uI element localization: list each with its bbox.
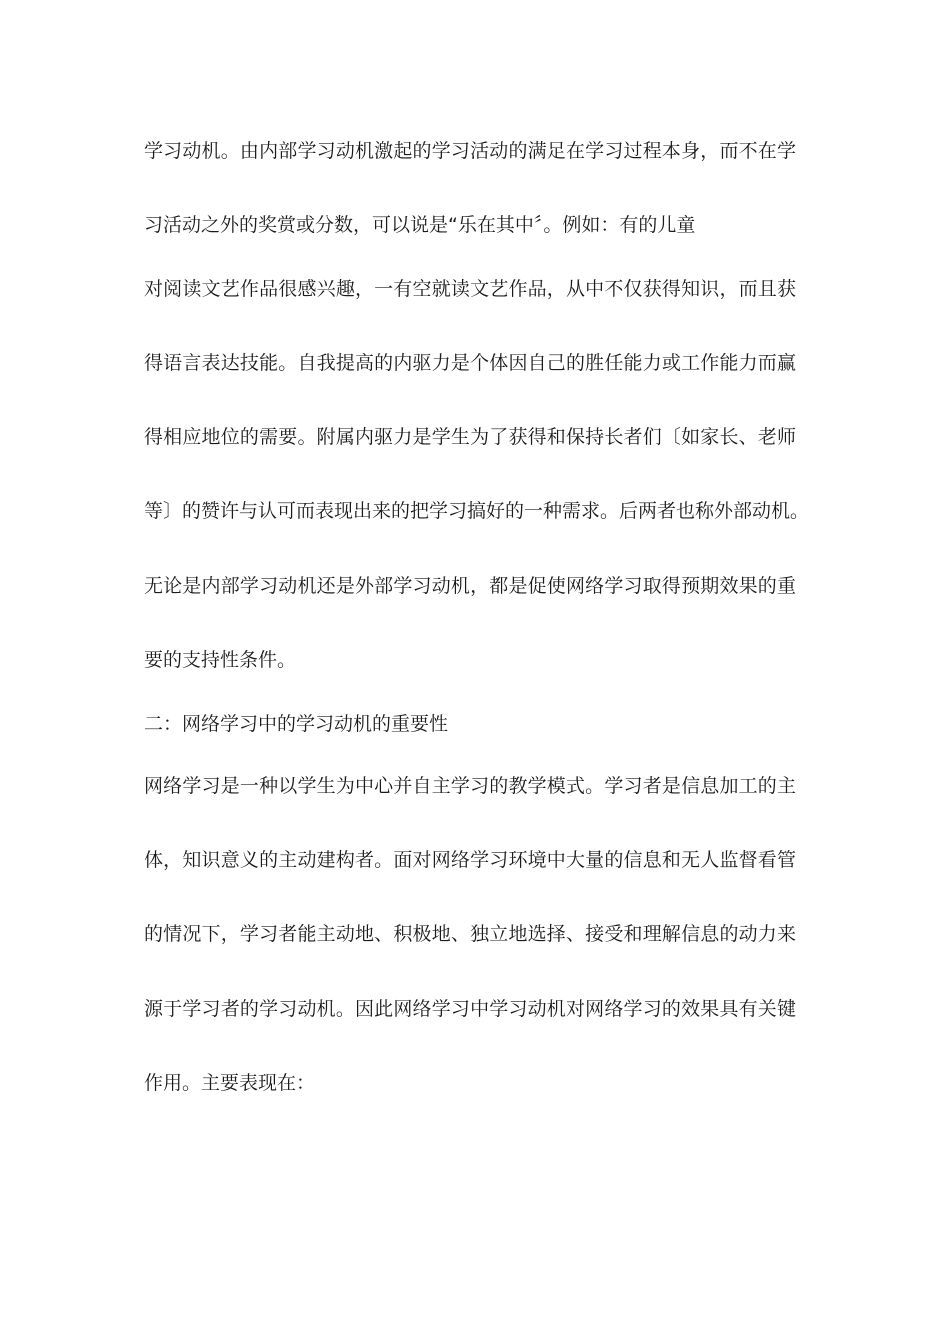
paragraph-line-10: 体，知识意义的主动建构者。面对网络学习环境中大量的信息和无人监督看管 bbox=[144, 849, 796, 871]
paragraph-line-5: 得相应地位的需要。附属内驱力是学生为了获得和保持长者们〔如家长、老师 bbox=[144, 426, 796, 448]
paragraph-line-6: 等〕的赞许与认可而表现出来的把学习搞好的一种需求。后两者也称外部动机。 bbox=[144, 500, 810, 522]
paragraph-line-12: 源于学习者的学习动机。因此网络学习中学习动机对网络学习的效果具有关键 bbox=[144, 998, 796, 1020]
paragraph-line-11: 的情况下，学习者能主动地、积极地、独立地选择、接受和理解信息的动力来 bbox=[144, 923, 796, 945]
section-heading: 二：网络学习中的学习动机的重要性 bbox=[144, 713, 449, 735]
paragraph-line-2: 习活动之外的奖赏或分数，可以说是“乐在其中〞。例如：有的儿童 bbox=[144, 214, 696, 236]
paragraph-line-9: 网络学习是一种以学生为中心并自主学习的教学模式。学习者是信息加工的主 bbox=[144, 775, 796, 797]
paragraph-line-7: 无论是内部学习动机还是外部学习动机，都是促使网络学习取得预期效果的重 bbox=[144, 575, 796, 597]
paragraph-line-4: 得语言表达技能。自我提高的内驱力是个体因自己的胜任能力或工作能力而赢 bbox=[144, 352, 796, 374]
paragraph-line-13: 作用。主要表现在： bbox=[144, 1072, 316, 1094]
paragraph-line-3: 对阅读文艺作品很感兴趣，一有空就读文艺作品，从中不仅获得知识，而且获 bbox=[144, 278, 796, 300]
paragraph-line-1: 学习动机。由内部学习动机激起的学习活动的满足在学习过程本身，而不在学 bbox=[144, 140, 796, 162]
paragraph-line-8: 要的支持性条件。 bbox=[144, 649, 297, 671]
